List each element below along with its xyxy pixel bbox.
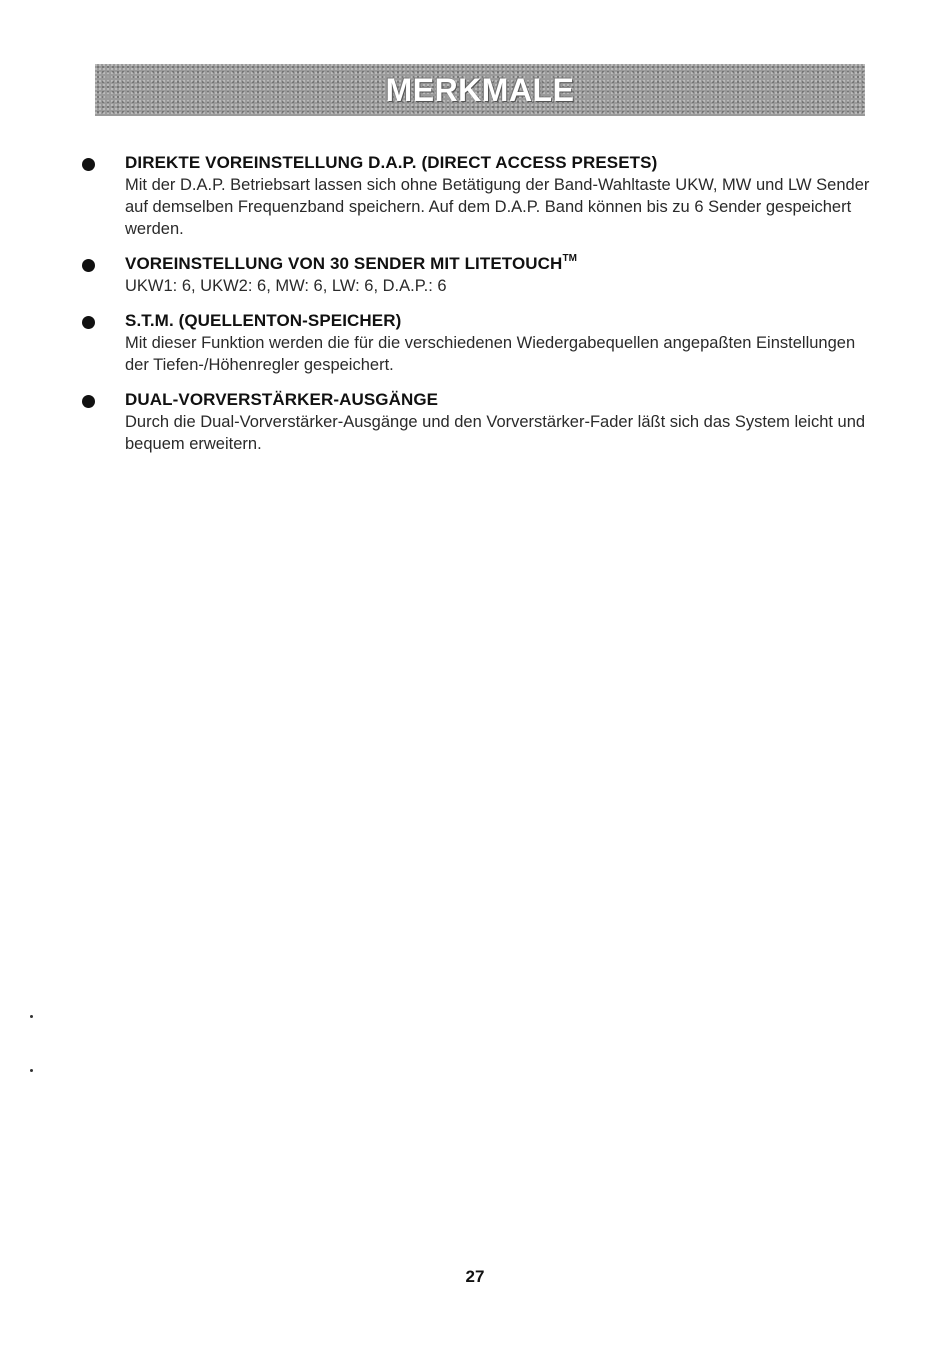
feature-heading: S.T.M. (QUELLENTON-SPEICHER) (125, 311, 402, 330)
scan-speck (30, 1069, 33, 1072)
bullet-icon (82, 259, 95, 272)
feature-item-stm (0, 310, 950, 376)
feature-description: UKW1: 6, UKW2: 6, MW: 6, LW: 6, D.A.P.: 6 (125, 277, 447, 295)
feature-item-presets (0, 253, 950, 297)
feature-heading: VOREINSTELLUNG VON 30 SENDER MIT LITETOUCH (125, 254, 563, 273)
trademark-mark: TM (562, 253, 578, 264)
feature-item-dap (0, 152, 950, 240)
page-title: MERKMALE (385, 71, 575, 108)
bullet-icon (82, 395, 95, 408)
scan-speck (30, 1015, 33, 1018)
feature-description: Mit dieser Funktion werden die für die verschiedenen Wiedergabequellen angepaßten Einstellungen der Tiefen-/Höhenregler gespeichert. (125, 334, 856, 374)
feature-description: Mit der D.A.P. Betriebsart lassen sich ohne Betätigung der Band-Wahltaste UKW, MW und LW Sender auf demselben Frequenzband speichern. Auf dem D.A.P. Band können bis zu 6 Sender gespeichert werden. (125, 176, 870, 238)
title-banner (95, 64, 865, 116)
feature-heading: DUAL-VORVERSTÄRKER-AUSGÄNGE (125, 390, 439, 409)
feature-description: Durch die Dual-Vorverstärker-Ausgänge und den Vorverstärker-Fader läßt sich das System leicht und bequem erweitern. (125, 413, 866, 453)
feature-list (0, 152, 950, 468)
feature-item-preamp (0, 389, 950, 455)
page-number: 27 (465, 1267, 485, 1286)
feature-heading-wrapper (125, 253, 870, 275)
bullet-icon (82, 316, 95, 329)
bullet-icon (82, 158, 95, 171)
feature-heading: DIREKTE VOREINSTELLUNG D.A.P. (DIRECT ACCESS PRESETS) (125, 153, 658, 172)
